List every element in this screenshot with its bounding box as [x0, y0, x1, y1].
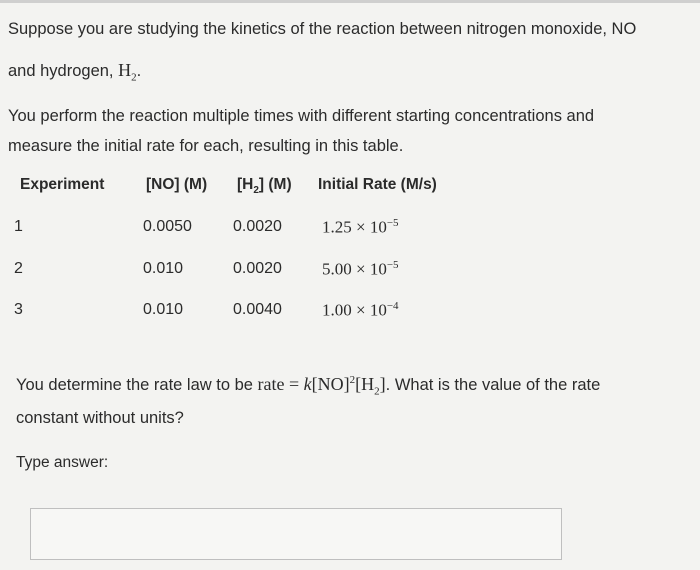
- table-row-2-rate: $5.00 \times 10^{-5}$: [322, 259, 399, 279]
- rate-law-line-1: You determine the rate law to be rate = $k[NO]^2[H_2]$. What is the value of the rate: [16, 374, 601, 398]
- table-row-3-rate: $1.00 \times 10^{-4}$: [322, 300, 399, 320]
- header-h2: $[H_2]$ (M): [237, 176, 292, 197]
- table-row-2-h2: 0.0020: [233, 260, 282, 277]
- table-row-2-no: 0.010: [143, 260, 184, 277]
- table-row-3-no: 0.010: [143, 301, 184, 318]
- header-initial-rate: Initial Rate (M/s): [318, 176, 437, 193]
- table-row-3-experiment: 3: [14, 301, 23, 318]
- table-row-2-experiment: 2: [14, 260, 23, 277]
- table-row-3-h2: 0.0040: [233, 301, 282, 318]
- question-line-2: and hydrogen, $H_2$.: [8, 60, 142, 84]
- question-line-4: measure the initial rate for each, resulting in this table.: [8, 137, 404, 155]
- table-row-1-rate: $1.25 \times 10^{-5}$: [322, 217, 399, 237]
- table-row-1-no: 0.0050: [143, 218, 192, 235]
- table-row-1-experiment: 1: [14, 218, 23, 235]
- question-line-1: Suppose you are studying the kinetics of the reaction between nitrogen monoxide, NO: [8, 20, 637, 38]
- header-no: [NO] (M): [146, 176, 208, 193]
- rate-law-equation: rate = $k[NO]^2[H_2]$: [257, 374, 386, 398]
- top-border: [0, 0, 700, 3]
- answer-input[interactable]: [30, 508, 562, 560]
- h2-formula: $H_2$: [118, 60, 137, 84]
- header-experiment: Experiment: [20, 176, 105, 193]
- answer-label: Type answer:: [16, 454, 109, 471]
- question-line-3: You perform the reaction multiple times with different starting concentrations and: [8, 107, 595, 125]
- rate-law-line-2: constant without units?: [16, 409, 184, 427]
- table-row-1-h2: 0.0020: [233, 218, 282, 235]
